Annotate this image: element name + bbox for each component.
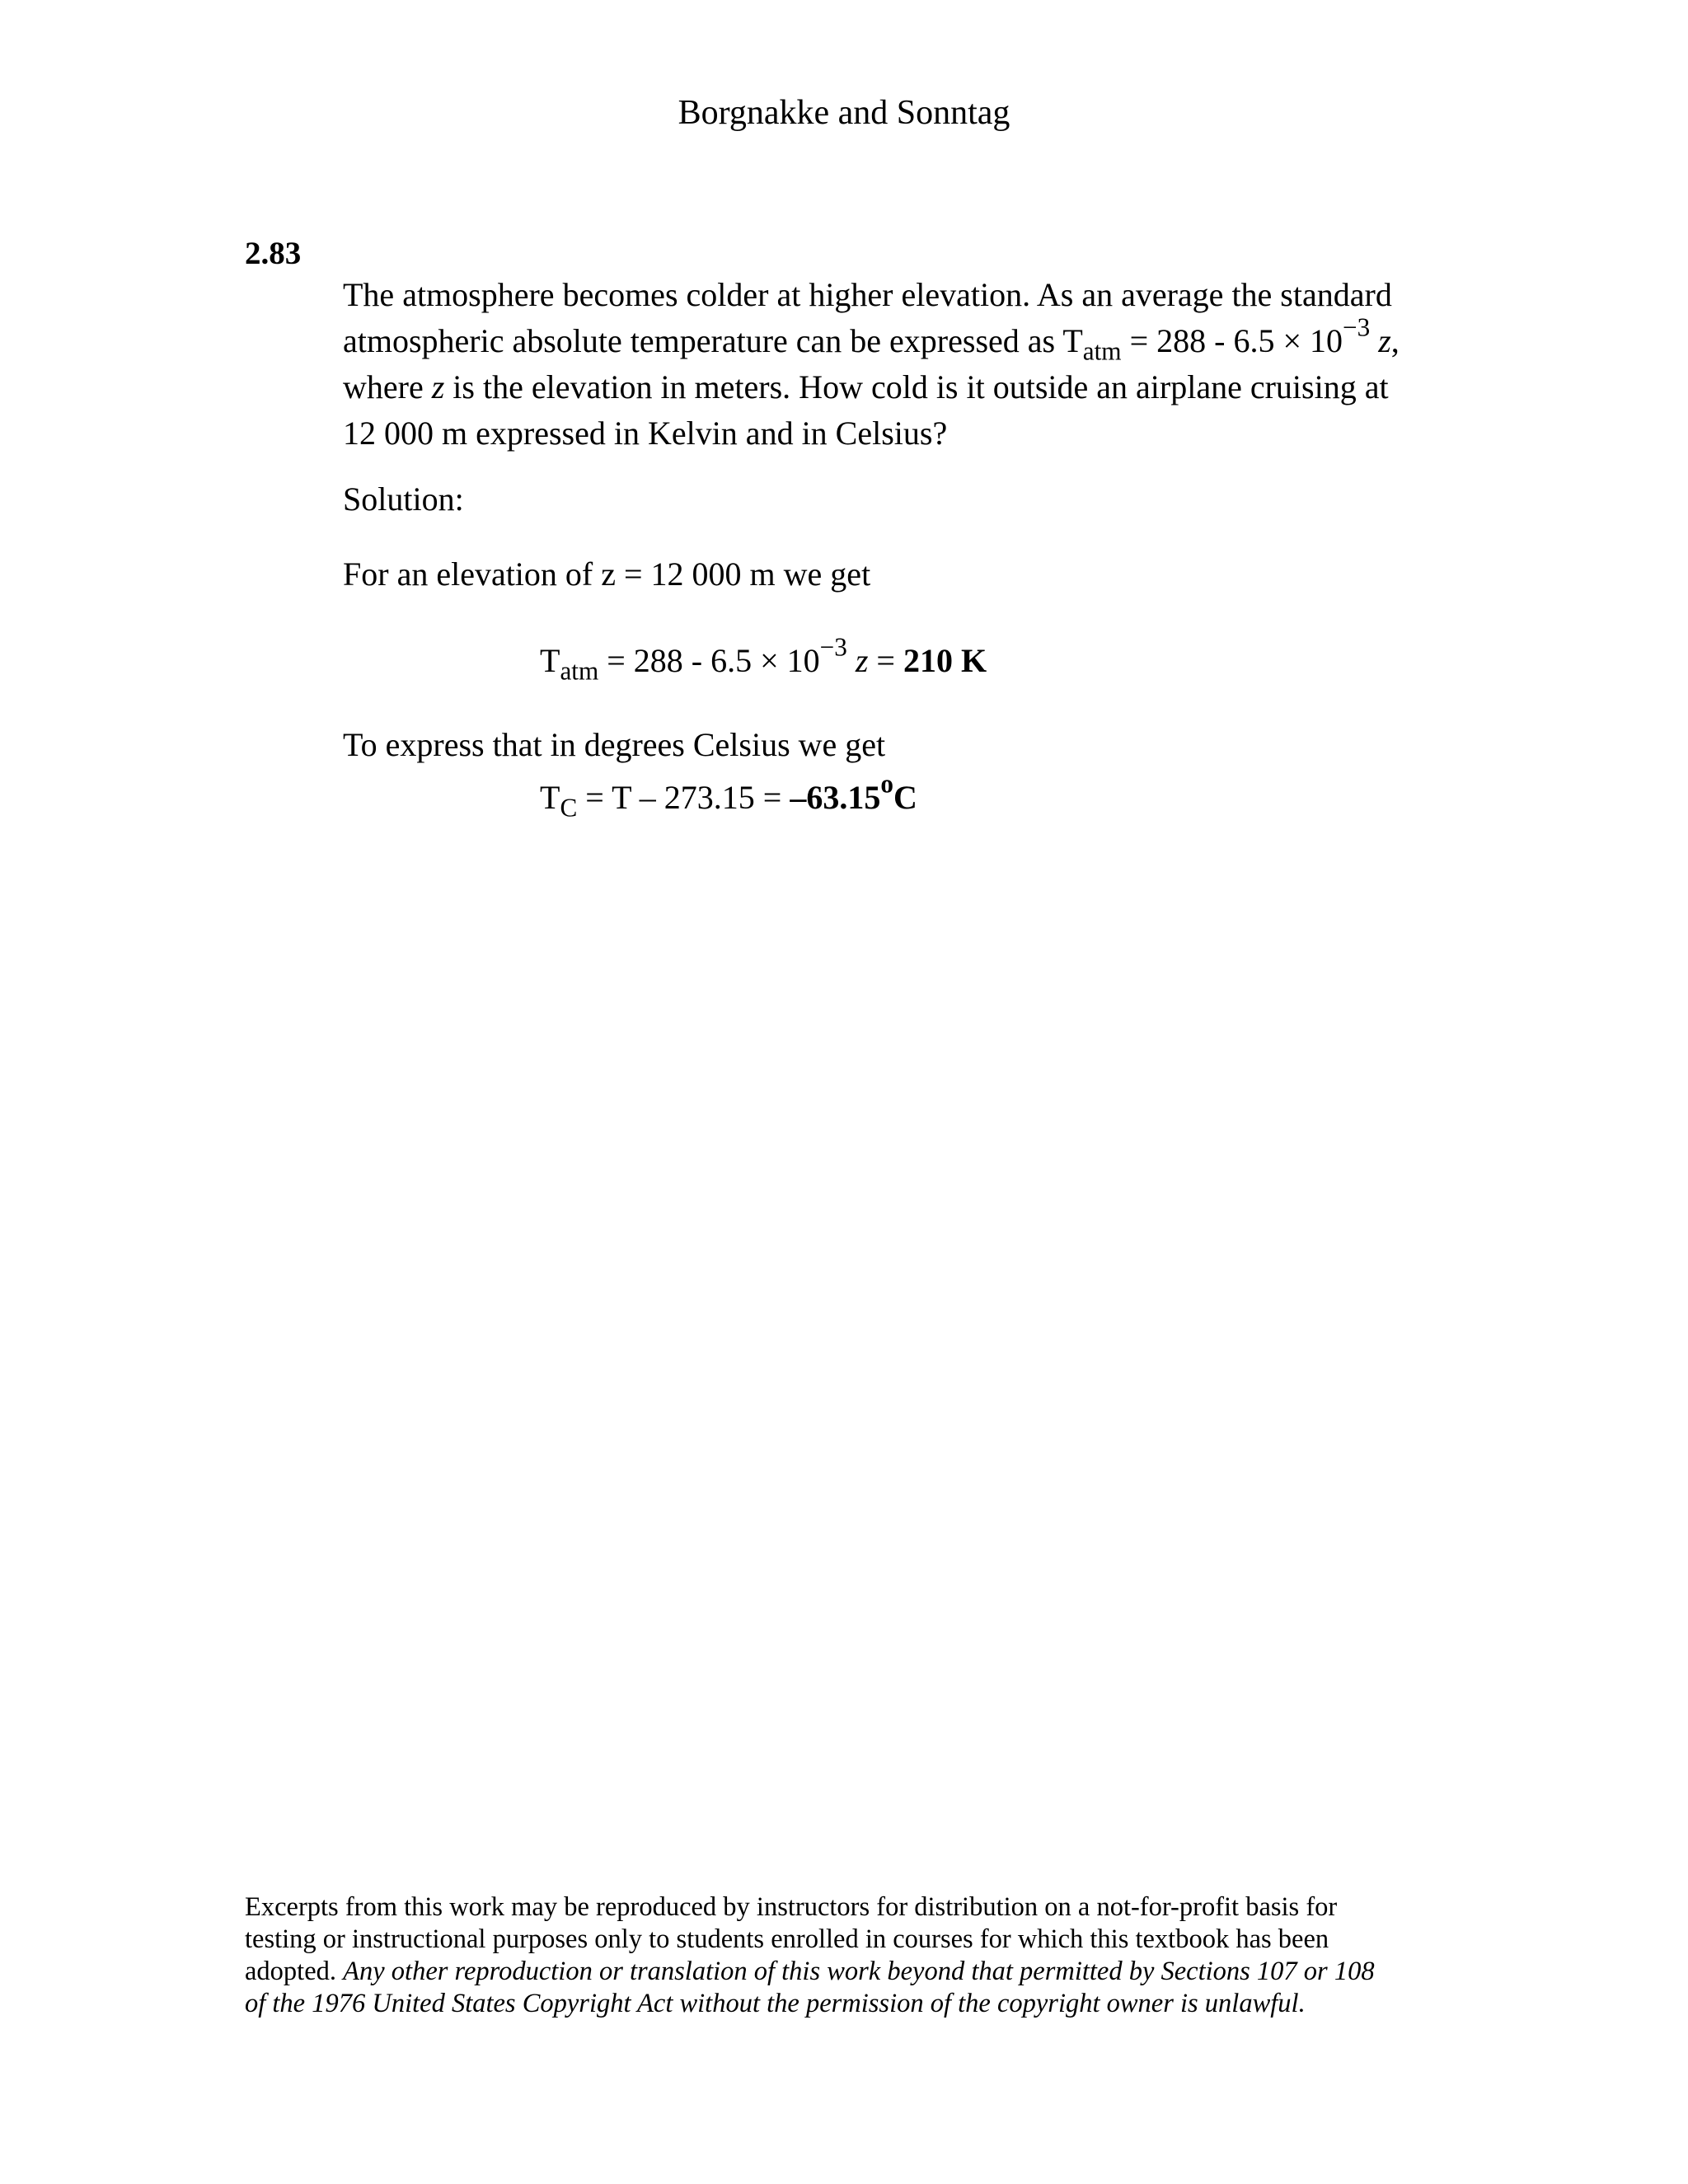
kelvin-equation-equals: = — [868, 642, 903, 679]
problem-line-2-comma: , — [1390, 322, 1400, 359]
celsius-equation-formula: = T – 273.15 = — [577, 779, 790, 816]
problem-line-2 — [343, 312, 1431, 366]
problem-line-1: The atmosphere becomes colder at higher elevation. As an average the standard — [343, 276, 1392, 313]
celsius-equation-subscript: C — [560, 793, 578, 823]
footer-line-3-italic: Any other reproduction or translation of this work beyond that permitted by Sections 107 or 108 — [343, 1957, 1375, 1986]
problem-line-2-text: atmospheric absolute temperature can be expressed as T — [343, 322, 1083, 359]
problem-line-3 — [343, 364, 1431, 410]
kelvin-equation-T: T — [540, 642, 560, 679]
problem-line-3-end: is the elevation in meters. How cold is it outside an airplane cruising at — [444, 368, 1389, 405]
kelvin-equation — [540, 632, 987, 686]
kelvin-equation-formula: = 288 - 6.5 × 10 — [598, 642, 820, 679]
celsius-statement: To express that in degrees Celsius we get — [343, 726, 886, 763]
kelvin-equation-variable: z — [846, 642, 869, 679]
kelvin-result: 210 K — [903, 642, 987, 679]
problem-line-2-subscript: atm — [1082, 336, 1122, 366]
problem-line-2-variable: z — [1370, 322, 1391, 359]
celsius-equation-T: T — [540, 779, 560, 816]
elevation-statement: For an elevation of z = 12 000 m we get — [343, 555, 871, 593]
problem-number: 2.83 — [245, 236, 302, 271]
problem-line-2-formula: = 288 - 6.5 × 10 — [1121, 322, 1343, 359]
copyright-notice — [245, 1891, 1448, 2020]
degree-symbol: o — [880, 769, 893, 799]
kelvin-equation-subscript: atm — [560, 656, 599, 686]
footer-line-4: of the 1976 United States Copyright Act without the permission of the copyright owner is unlawful. — [245, 1989, 1306, 2018]
celsius-equation — [540, 769, 917, 823]
problem-line-2-exponent: −3 — [1343, 312, 1371, 342]
problem-line-3-start: where — [343, 368, 432, 405]
kelvin-equation-exponent: −3 — [819, 632, 847, 662]
celsius-result: –63.15 — [790, 779, 881, 816]
problem-statement — [343, 272, 1431, 457]
celsius-unit: C — [893, 779, 917, 816]
page-header: Borgnakke and Sonntag — [678, 94, 1010, 132]
footer-line-1: Excerpts from this work may be reproduced by instructors for distribution on a not-for-profit basis for — [245, 1892, 1338, 1922]
footer-line-3-normal: adopted. — [245, 1957, 344, 1986]
solution-label: Solution: — [343, 480, 464, 518]
problem-line-3-variable: z — [431, 368, 445, 405]
footer-line-2: testing or instructional purposes only to students enrolled in courses for which this textbook has been — [245, 1924, 1329, 1954]
footer-line-3 — [245, 1956, 1448, 1988]
problem-line-4: 12 000 m expressed in Kelvin and in Celsius? — [343, 415, 948, 452]
